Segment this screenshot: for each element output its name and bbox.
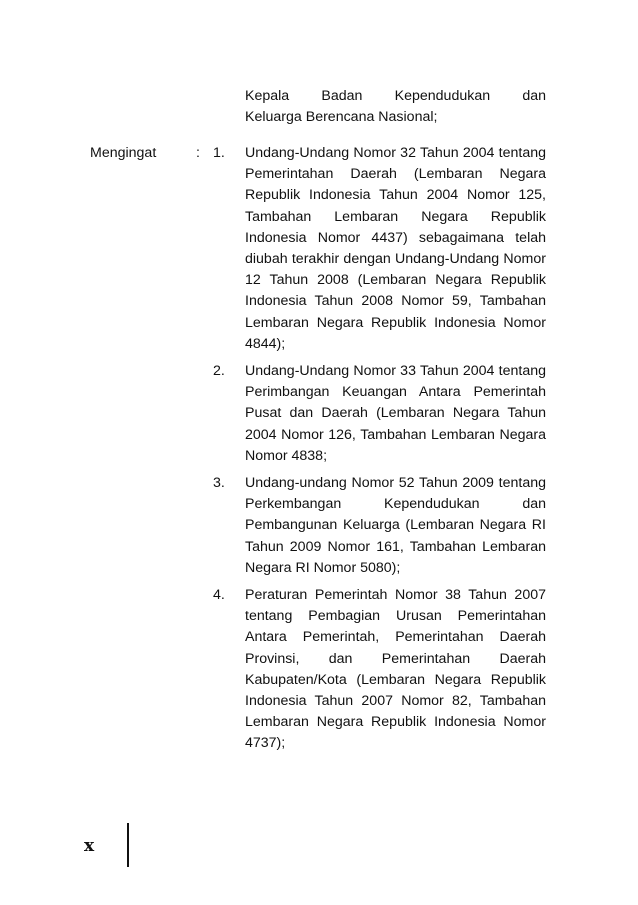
mengingat-item-4 [213,585,546,755]
mengingat-item-1 [213,143,546,355]
item-text: Undang-Undang Nomor 33 Tahun 2004 tentang Perimbangan Keuangan Antara Pemerintah Pusat dan Daerah (Lembaran Negara Tahun 2004 Nomor 126, Tambahan Lembaran Negara Nomor 4838; [245,363,546,464]
preamble-line-2: Keluarga Berencana Nasional; [245,109,438,126]
item-text: Undang-undang Nomor 52 Tahun 2009 tentang Perkembangan Kependudukan dan Pembangunan Keluarga (Lembaran Negara RI Tahun 2009 Nomor 161, Tambahan Lembaran Negara RI Nomor 5080); [245,475,546,576]
page-number: x [84,836,95,856]
item-number: 3. [213,475,225,492]
mengingat-item-2 [213,361,546,467]
mengingat-colon: : [196,145,200,161]
preamble-continuation [245,86,546,128]
mengingat-label: Mengingat [90,145,157,161]
item-number: 4. [213,587,225,604]
footer-divider [127,823,129,867]
preamble-line-1: Kepala Badan Kependudukan dan [245,88,546,104]
item-number: 2. [213,363,225,380]
mengingat-item-3 [213,473,546,579]
item-text: Peraturan Pemerintah Nomor 38 Tahun 2007 tentang Pembagian Urusan Pemerintahan Antara Pemerintah, Pemerintahan Daerah Provinsi, dan Pemerintahan Daerah Kabupaten/Kota (Lembaran Negara Republik Indonesia Tahun 2007 Nomor 82, Tambahan Lembaran Negara Republik Indonesia Nomor 4737); [245,587,546,752]
item-text: Undang-Undang Nomor 32 Tahun 2004 tentang Pemerintahan Daerah (Lembaran Negara Republik Indonesia Tahun 2004 Nomor 125, Tambahan Lembaran Negara Republik Indonesia Nomor 4437) sebagaimana telah diubah terakhir dengan Undang-Undang Nomor 12 Tahun 2008 (Lembaran Negara Republik Indonesia Tahun 2008 Nomor 59, Tambahan Lembaran Negara Republik Indonesia Nomor 4844); [245,145,546,352]
mengingat-list [213,143,546,761]
item-number: 1. [213,145,225,161]
